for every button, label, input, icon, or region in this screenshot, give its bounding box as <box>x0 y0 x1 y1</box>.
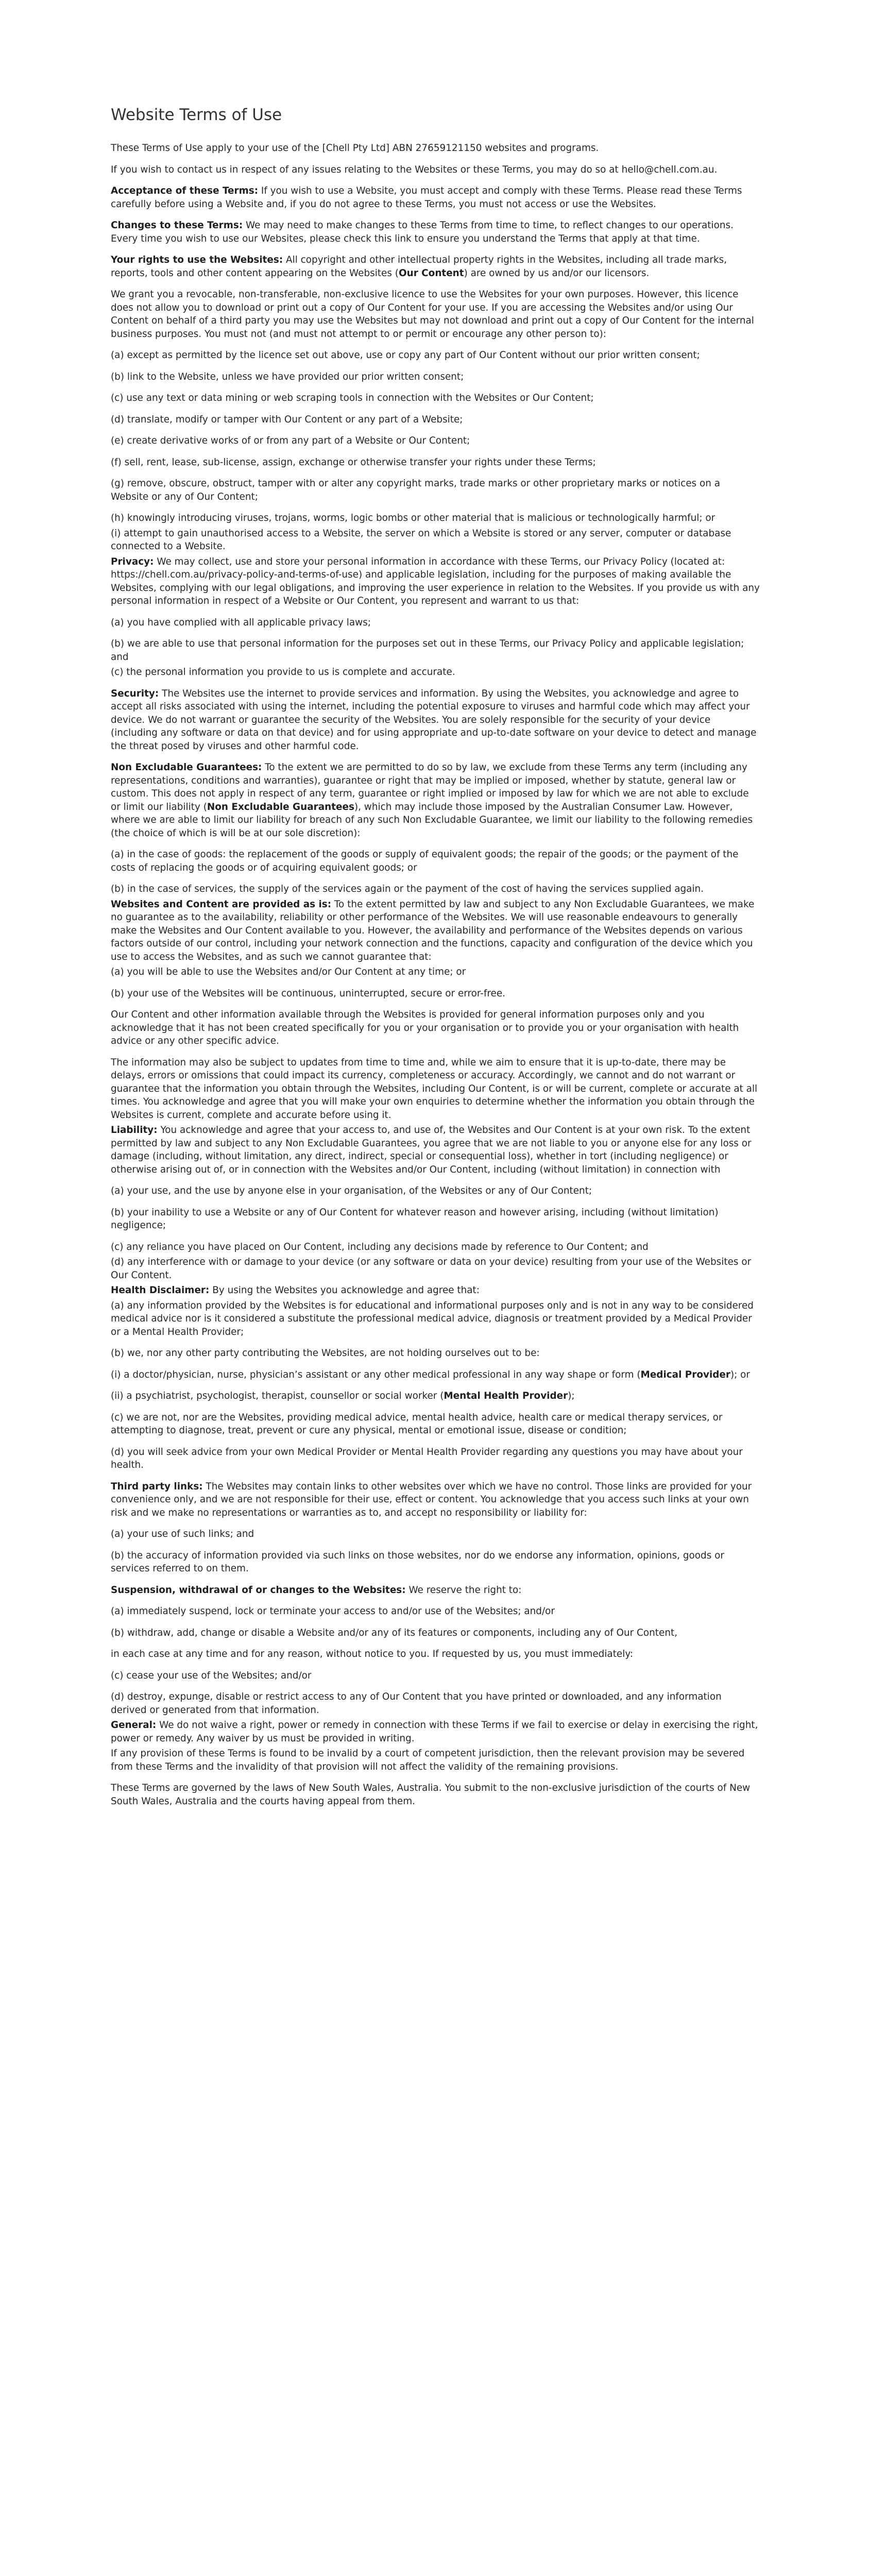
paragraph-text: (e) create derivative works of or from any part of a Website or Our Content; <box>111 435 470 446</box>
terms-paragraph <box>111 1747 760 1773</box>
terms-paragraph <box>111 761 760 840</box>
paragraph-text: If you wish to use a Website, you must accept and comply with these Terms. Please read these Terms carefully before using a Website and, if you do not agree to these Terms, you must not access or use the Websites. <box>111 185 742 210</box>
terms-paragraph <box>111 687 760 753</box>
page-title: Website Terms of Use <box>111 106 282 124</box>
terms-paragraph <box>111 184 760 211</box>
terms-paragraph <box>111 987 760 1001</box>
paragraph-text: (i) a doctor/physician, nurse, physician’s assistant or any other medical professional in any way shape or form ( <box>111 1369 641 1380</box>
paragraph-text: The information may also be subject to updates from time to time and, while we aim to ensure that it is up-to-date, there may be delays, errors or omissions that could impact its currency, completeness or accuracy. Accordingly, we cannot and do not warrant or guarantee that the information you obtain through the Websites, including Our Content, is or will be current, complete or accurate at all times. You acknowledge and agree that you will make your own enquiries to determine whether the information you obtain through the Websites is current, complete and accurate before using it. <box>111 1057 758 1121</box>
section-heading: Acceptance of these Terms: <box>111 185 259 196</box>
paragraph-text: (a) your use of such links; and <box>111 1529 254 1539</box>
terms-paragraph <box>111 477 760 503</box>
terms-paragraph <box>111 434 760 448</box>
paragraph-text: (a) you have complied with all applicable privacy laws; <box>111 617 371 628</box>
terms-paragraph <box>111 1549 760 1575</box>
paragraph-text: (d) you will seek advice from your own Medical Provider or Mental Health Provider regarding any questions you may have about your health. <box>111 1446 743 1470</box>
terms-paragraph <box>111 1184 760 1198</box>
paragraph-text: These Terms are governed by the laws of New South Wales, Australia. You submit to the non-exclusive jurisdiction of the courts of New South Wales, Australia and the courts having appeal from them. <box>111 1783 751 1807</box>
paragraph-text: (b) the accuracy of information provided via such links on those websites, nor do we endorse any information, opinions, goods or services referred to on them. <box>111 1550 724 1574</box>
paragraph-text: If you wish to contact us in respect of any issues relating to the Websites or these Terms, you may do so at hello@chell.com.au. <box>111 164 718 175</box>
paragraph-text: To the extent permitted by law and subject to any Non Excludable Guarantees, we make no guarantee as to the availability, reliability or other performance of the Websites. We will use reasonable endeavours to generally make the Websites and Our Content available to you. However, the availability and performance of the Websites depends on various factors outside of our control, including your network connection and the functions, capacity and configuration of the device which you use to access the Websites, and as such we cannot guarantee that: <box>111 899 755 962</box>
paragraph-text: (ii) a psychiatrist, psychologist, therapist, counsellor or social worker ( <box>111 1391 444 1401</box>
paragraph-text: The Websites use the internet to provide services and information. By using the Websites, you acknowledge and agree to accept all risks associated with using the internet, including the potential exposure to viruses and harmful code which may affect your device. We do not warrant or guarantee the security of the Websites. You are solely responsible for the security of your device (including any software or data on that device) and for using appropriate and up-to-date software on your device to detect and manage the threat posed by viruses and other harmful code. <box>111 688 757 752</box>
terms-paragraph <box>111 1008 760 1048</box>
terms-paragraph <box>111 1690 760 1717</box>
paragraph-text: (a) any information provided by the Websites is for educational and informational purposes only and is not in any way to be considered medical advice nor is it considered a substitute the professional medical advice, diagnosis or treatment provided by a Medical Provider or a Mental Health Provider; <box>111 1300 754 1337</box>
terms-paragraph <box>111 898 760 964</box>
terms-paragraph <box>111 527 760 553</box>
paragraph-text: (f) sell, rent, lease, sub-license, assign, exchange or otherwise transfer your rights under these Terms; <box>111 456 596 468</box>
section-heading: Third party links: <box>111 1481 203 1492</box>
section-heading: Security: <box>111 688 159 699</box>
section-heading: Changes to these Terms: <box>111 220 243 231</box>
paragraph-text: We may collect, use and store your personal information in accordance with these Terms, our Privacy Policy (located at: https://chell.com.au/privacy-policy-and-terms-of-use) and applicable legislation, including for the purposes of making available the Websites, complying with our legal obligations, and improving the user experience in relation to the Websites. If you provide us with any personal information in respect of a Website or Our Content, you represent and warrant to us that: <box>111 556 760 606</box>
paragraph-text: (a) except as permitted by the licence set out above, use or copy any part of Our Content without our prior written consent; <box>111 350 700 361</box>
section-heading: General: <box>111 1720 157 1731</box>
paragraph-text: (h) knowingly introducing viruses, trojans, worms, logic bombs or other material that is malicious or technologically harmful; or <box>111 513 715 523</box>
paragraph-text: We may need to make changes to these Terms from time to time, to reflect changes to our operations. Every time you wish to use our Websites, please check this link to ensure you understand the Terms that apply at that time. <box>111 220 734 244</box>
paragraph-text: (c) cease your use of the Websites; and/or <box>111 1670 312 1681</box>
paragraph-text: You acknowledge and agree that your access to, and use of, the Websites and Our Content is at your own risk. To the extent permitted by law and subject to any Non Excludable Guarantees, you agree that we are not liable to you or anyone else for any loss or damage (including, without limitation, any direct, indirect, special or consequential loss), whether in tort (including negligence) or otherwise arising out of, or in connection with the Websites and/or Our Content, including (without limitation) in connection with <box>111 1125 752 1175</box>
paragraph-text: (b) withdraw, add, change or disable a Website and/or any of its features or components, including any of Our Content, <box>111 1627 678 1638</box>
terms-paragraph <box>111 1528 760 1541</box>
terms-paragraph <box>111 1299 760 1339</box>
terms-paragraph <box>111 1605 760 1618</box>
paragraph-text: in each case at any time and for any reason, without notice to you. If requested by us, you must immediately: <box>111 1649 634 1659</box>
paragraph-text: (b) in the case of services, the supply of the services again or the payment of the cost of having the services supplied again. <box>111 884 704 894</box>
paragraph-text: (g) remove, obscure, obstruct, tamper with or alter any copyright marks, trade marks or other proprietary marks or notices on a Website or any of Our Content; <box>111 478 720 502</box>
paragraph-text: (c) any reliance you have placed on Our Content, including any decisions made by reference to Our Content; and <box>111 1241 649 1252</box>
paragraph-text: We reserve the right to: <box>405 1584 522 1596</box>
paragraph-text: (c) use any text or data mining or web scraping tools in connection with the Websites or Our Content; <box>111 393 594 403</box>
terms-paragraph <box>111 370 760 384</box>
paragraph-text: We do not waive a right, power or remedy in connection with these Terms if we fail to exercise or delay in exercising the right, power or remedy. Any waiver by us must be provided in writing. <box>111 1720 758 1744</box>
paragraph-text: We grant you a revocable, non-transferable, non-exclusive licence to use the Websites for your own purposes. However, this licence does not allow you to download or print out a copy of Our Content for your use. If you are accessing the Websites and/or using Our Content on behalf of a third party you may use the Websites but may not download and print out a copy of Our Content for the internal business purposes. You must not (and must not attempt to or permit or encourage any other person to): <box>111 289 754 340</box>
paragraph-text: (a) your use, and the use by anyone else in your organisation, of the Websites or any of Our Content; <box>111 1185 592 1196</box>
paragraph-text: (d) destroy, expunge, disable or restrict access to any of Our Content that you have printed or downloaded, and any information derived or generated from that information. <box>111 1691 722 1716</box>
paragraph-text: (c) we are not, nor are the Websites, providing medical advice, mental health advice, health care or medical therapy services, or attempting to diagnose, treat, prevent or cure any physical, mental or emotional issue, disease or condition; <box>111 1412 723 1436</box>
terms-paragraph <box>111 1584 760 1597</box>
section-heading: Non Excludable Guarantees: <box>111 762 262 773</box>
terms-paragraph <box>111 1669 760 1683</box>
paragraph-text: Our Content and other information available through the Websites is provided for general information purposes only and you acknowledge that it has not been created specifically for you or your organisation or to provide you or your organisation with health advice or any other specific advice. <box>111 1009 739 1046</box>
paragraph-text: (b) your use of the Websites will be continuous, uninterrupted, secure or error-free. <box>111 988 506 999</box>
terms-paragraph <box>111 666 760 679</box>
section-heading: Suspension, withdrawal of or changes to the Websites: <box>111 1584 406 1596</box>
terms-paragraph <box>111 848 760 874</box>
terms-body <box>111 142 760 1816</box>
paragraph-text: (b) your inability to use a Website or any of Our Content for whatever reason and however arising, including (without limitation) negligence; <box>111 1207 719 1231</box>
paragraph-text: To the extent we are permitted to do so by law, we exclude from these Terms any term (including any representations, conditions and warranties), guarantee or right that may be implied or imposed, whether by statute, general law or custom. This does not apply in respect of any term, guarantee or right implied or imposed by law for which we are not able to exclude or limit our liability ( <box>111 762 749 812</box>
paragraph-text: (b) we, nor any other party contributing the Websites, are not holding ourselves out to be: <box>111 1348 540 1359</box>
terms-paragraph <box>111 253 760 280</box>
terms-paragraph <box>111 1389 760 1403</box>
terms-paragraph <box>111 1284 760 1297</box>
paragraph-text: (c) the personal information you provide to us is complete and accurate. <box>111 667 455 677</box>
section-heading: Privacy: <box>111 556 154 567</box>
paragraph-text-tail: ); or <box>730 1369 750 1380</box>
paragraph-text: The Websites may contain links to other websites over which we have no control. Those links are provided for your convenience only, and we are not responsible for their use, effect or content. You acknowledge that you access such links at your own risk and we make no representations or warranties as to, and accept no responsibility or liability for: <box>111 1481 752 1518</box>
paragraph-text: All copyright and other intellectual property rights in the Websites, including all trade marks, reports, tools and other content appearing on the Websites ( <box>111 255 727 279</box>
paragraph-text: (a) in the case of goods: the replacement of the goods or supply of equivalent goods; the repair of the goods; or the payment of the costs of replacing the goods or of acquiring equivalent goods; or <box>111 849 739 873</box>
terms-paragraph <box>111 413 760 427</box>
paragraph-text-tail: ), which may include those imposed by the Australian Consumer Law. However, where we are able to limit our liability for breach of any such Non Excludable Guarantee, we limit our liability to the following remedies (the choice of which is will be at our sole discretion): <box>111 801 753 839</box>
terms-paragraph <box>111 142 760 155</box>
terms-paragraph <box>111 1648 760 1661</box>
paragraph-text: (b) link to the Website, unless we have provided our prior written consent; <box>111 371 464 382</box>
terms-paragraph <box>111 1124 760 1176</box>
terms-paragraph <box>111 965 760 979</box>
section-heading: Your rights to use the Websites: <box>111 255 283 265</box>
terms-paragraph <box>111 1411 760 1437</box>
section-heading: Websites and Content are provided as is: <box>111 899 332 910</box>
paragraph-text: (d) translate, modify or tamper with Our Content or any part of a Website; <box>111 414 463 425</box>
terms-paragraph <box>111 1241 760 1254</box>
paragraph-text: (d) any interference with or damage to your device (or any software or data on your device) resulting from your use of the Websites or Our Content. <box>111 1257 752 1281</box>
terms-paragraph <box>111 1480 760 1520</box>
terms-paragraph <box>111 1056 760 1122</box>
paragraph-text: (a) immediately suspend, lock or terminate your access to and/or use of the Websites; and/or <box>111 1606 555 1617</box>
paragraph-text: (a) you will be able to use the Websites and/or Our Content at any time; or <box>111 967 466 977</box>
terms-paragraph <box>111 288 760 341</box>
paragraph-text-tail: ); <box>568 1391 575 1401</box>
terms-paragraph <box>111 392 760 405</box>
terms-paragraph <box>111 1782 760 1808</box>
terms-paragraph <box>111 1347 760 1360</box>
paragraph-text: By using the Websites you acknowledge and agree that: <box>209 1285 480 1296</box>
paragraph-text-tail: ) are owned by us and/or our licensors. <box>464 267 650 279</box>
terms-paragraph <box>111 555 760 608</box>
terms-paragraph <box>111 219 760 245</box>
section-heading: Liability: <box>111 1125 158 1136</box>
terms-paragraph <box>111 456 760 469</box>
paragraph-text: (b) we are able to use that personal information for the purposes set out in these Terms, our Privacy Policy and applicable legislation; and <box>111 638 744 663</box>
terms-paragraph <box>111 616 760 630</box>
terms-paragraph <box>111 512 760 525</box>
section-heading: Health Disclaimer: <box>111 1285 210 1296</box>
terms-paragraph <box>111 1256 760 1282</box>
terms-paragraph <box>111 1368 760 1382</box>
paragraph-text: If any provision of these Terms is found to be invalid by a court of competent jurisdiction, then the relevant provision may be severed from these Terms and the invalidity of that provision will not affect the validity of the remaining provisions. <box>111 1748 745 1772</box>
defined-term: Our Content <box>398 267 464 279</box>
terms-paragraph <box>111 637 760 664</box>
terms-paragraph <box>111 1446 760 1472</box>
terms-paragraph <box>111 349 760 362</box>
terms-paragraph <box>111 163 760 177</box>
terms-paragraph <box>111 1719 760 1745</box>
terms-paragraph <box>111 883 760 896</box>
defined-term: Non Excludable Guarantees <box>207 801 354 812</box>
defined-term: Mental Health Provider <box>444 1391 568 1401</box>
defined-term: Medical Provider <box>640 1369 730 1380</box>
paragraph-text: (i) attempt to gain unauthorised access to a Website, the server on which a Website is stored or any server, computer or database connected to a Website. <box>111 528 731 552</box>
terms-paragraph <box>111 1626 760 1640</box>
terms-paragraph <box>111 1206 760 1232</box>
paragraph-text: These Terms of Use apply to your use of the [Chell Pty Ltd] ABN 27659121150 websites and programs. <box>111 143 599 154</box>
